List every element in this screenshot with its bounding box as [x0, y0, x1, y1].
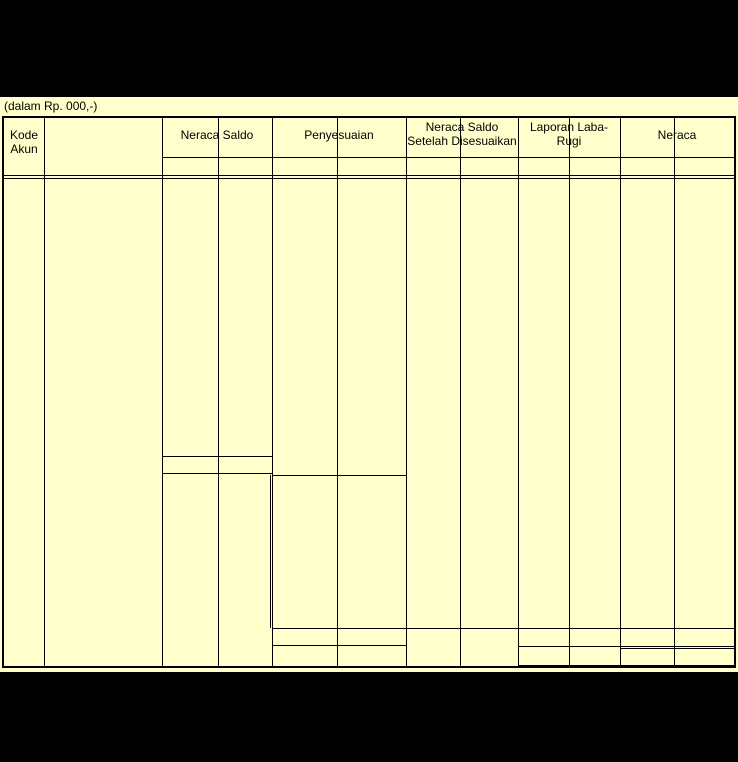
- header-group-label: Neraca Saldo: [425, 120, 499, 134]
- column-line: [218, 118, 219, 666]
- header-group-label: Penyesuaian: [304, 128, 374, 142]
- column-line: [569, 118, 570, 666]
- total-rule: [272, 645, 406, 646]
- cell-line: [270, 475, 271, 628]
- header-group-label: Setelah Disesuaikan: [407, 134, 517, 148]
- unit-caption: (dalam Rp. 000,-): [4, 99, 98, 113]
- header-group-label: Rugi: [556, 134, 582, 148]
- total-rule: [518, 646, 734, 647]
- column-line: [162, 118, 163, 666]
- column-line: [272, 118, 273, 666]
- header-line: [4, 175, 734, 176]
- header-group-label: Neraca Saldo: [180, 128, 254, 142]
- header-group-label: Neraca: [657, 128, 697, 142]
- header-kode-akun: Kode Akun: [9, 128, 39, 156]
- worksheet-table: [2, 116, 736, 668]
- header-line: [4, 178, 734, 179]
- total-rule: [406, 628, 734, 629]
- column-line: [620, 118, 621, 666]
- column-line: [460, 118, 461, 666]
- column-line: [44, 118, 45, 666]
- column-line: [674, 118, 675, 666]
- total-rule: [518, 665, 734, 666]
- total-rule: [272, 475, 406, 476]
- worksheet: [0, 97, 738, 672]
- total-rule: [162, 473, 272, 474]
- total-rule: [620, 648, 734, 649]
- column-line: [337, 118, 338, 666]
- column-line: [406, 118, 407, 666]
- header-group-label: Laporan Laba-: [529, 120, 609, 134]
- header-line: [162, 157, 734, 158]
- total-rule: [162, 456, 272, 457]
- column-line: [518, 118, 519, 666]
- total-rule: [272, 628, 406, 629]
